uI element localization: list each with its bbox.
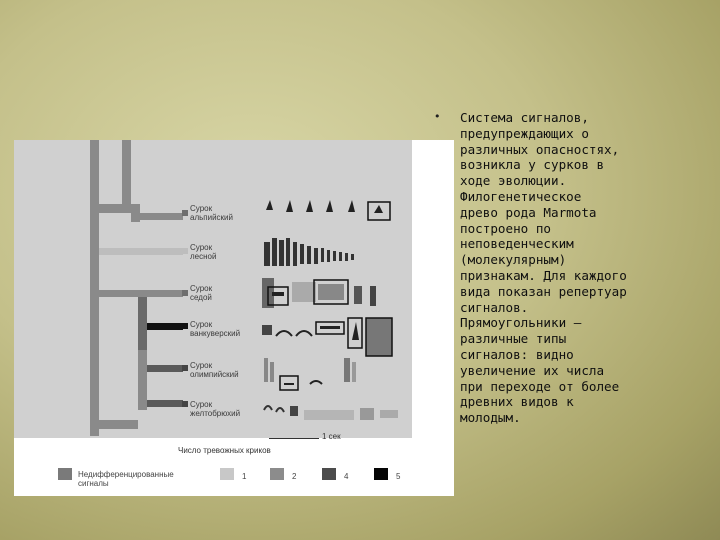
legend-swatch-2 <box>270 468 284 480</box>
species-marker-gray <box>182 290 188 296</box>
text-line: (молекулярным) <box>460 252 567 268</box>
legend-swatch-4 <box>322 468 336 480</box>
text-line: молодым. <box>460 410 521 426</box>
text-line: построено по <box>460 220 551 236</box>
species-name: Сурок <box>190 400 213 409</box>
legend-swatch-undiff <box>58 468 72 480</box>
time-scale-label: 1 сек <box>322 432 341 441</box>
legend-label-2: 2 <box>292 472 297 481</box>
legend-swatch-1 <box>220 468 234 480</box>
sonogram-yellowbelly <box>264 406 398 420</box>
sonogram-alpine <box>266 200 390 220</box>
phylogeny-figure <box>14 140 454 496</box>
slide-body-text <box>460 110 710 426</box>
phylogenetic-tree <box>14 140 454 496</box>
species-subname: лесной <box>190 252 217 261</box>
species-marker-yellowbelly <box>182 401 188 407</box>
legend-swatch-5 <box>374 468 388 480</box>
text-line: различные типы <box>460 331 567 347</box>
sonogram-forest <box>264 238 354 266</box>
tree-branch-olympic <box>147 365 183 372</box>
species-subname: олимпийский <box>190 370 239 379</box>
tree-trunk-top <box>122 140 131 204</box>
text-line: Прямоугольники — <box>460 315 582 331</box>
tree-branch-yellowbelly <box>147 400 183 407</box>
tree-branch-alpine <box>131 213 183 220</box>
species-label-olympic <box>190 361 239 379</box>
species-label-vancouver <box>190 320 240 338</box>
text-line: признакам. Для каждого <box>460 267 627 283</box>
bullet-point: • <box>434 110 441 123</box>
species-name: Сурок <box>190 284 213 293</box>
text-line: увеличение их числа <box>460 362 605 378</box>
text-line: неповеденческим <box>460 236 574 252</box>
species-name: Сурок <box>190 320 213 329</box>
species-label-alpine <box>190 204 233 222</box>
tree-branch-vancouver <box>147 323 183 330</box>
species-marker-olympic <box>182 365 188 371</box>
text-line: различных опасностях, <box>460 141 620 157</box>
species-subname: седой <box>190 293 212 302</box>
species-subname: альпийский <box>190 213 233 222</box>
legend-text: сигналы <box>78 479 109 488</box>
text-line: вида показан репертуар <box>460 283 627 299</box>
tree-branch-gray <box>99 290 183 297</box>
alarm-calls-title: Число тревожных криков <box>178 446 271 455</box>
species-name: Сурок <box>190 204 213 213</box>
text-line: ходе эволюции. <box>460 173 567 189</box>
legend-text: Недифференцированные <box>78 470 174 479</box>
text-line: древо рода Marmota <box>460 204 597 220</box>
tree-branch-lower-v <box>138 350 147 410</box>
sonogram-olympic <box>264 358 356 390</box>
species-name: Сурок <box>190 361 213 370</box>
tree-branch-forest <box>99 248 183 255</box>
legend-label-4: 4 <box>344 472 349 481</box>
legend-label-5: 5 <box>396 472 401 481</box>
tree-branch-dark-v <box>138 297 147 357</box>
text-line: древних видов к <box>460 394 574 410</box>
text-line: сигналов. <box>460 299 529 315</box>
species-label-forest <box>190 243 216 261</box>
legend-label-undiff <box>78 470 174 488</box>
species-subname: желтобрюхий <box>190 409 241 418</box>
text-line: возникла у сурков в <box>460 157 605 173</box>
tree-trunk-left <box>90 140 99 436</box>
species-subname: ванкуверский <box>190 329 241 338</box>
text-line: при переходе от более <box>460 378 620 394</box>
species-label-gray <box>190 284 212 302</box>
legend-label-1: 1 <box>242 472 247 481</box>
text-line: предупреждающих о <box>460 125 589 141</box>
tree-branch-root <box>90 420 138 429</box>
species-marker-forest <box>182 248 188 254</box>
text-line: Система сигналов, <box>460 110 589 125</box>
species-label-yellowbelly <box>190 400 240 418</box>
text-line: Филогенетическое <box>460 188 582 204</box>
species-marker-vancouver <box>182 323 188 329</box>
text-line: сигналов: видно <box>460 346 574 362</box>
sonogram-vancouver <box>262 318 392 356</box>
species-name: Сурок <box>190 243 213 252</box>
sonogram-gray <box>262 278 376 308</box>
species-marker-alpine <box>182 210 188 216</box>
time-scale-bar <box>269 438 319 439</box>
